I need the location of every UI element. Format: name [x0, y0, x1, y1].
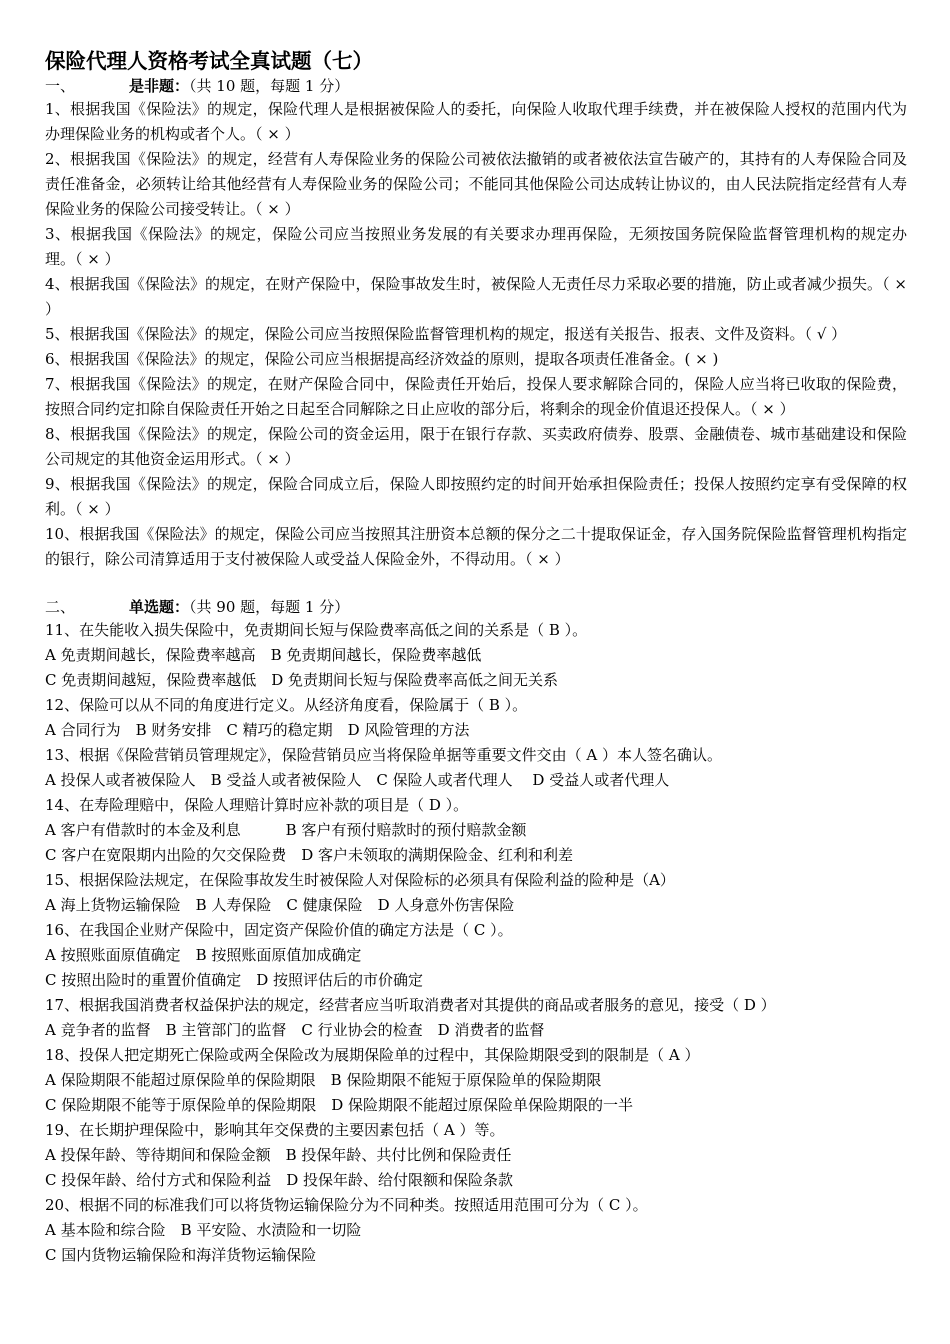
- mc-options: A 客户有借款时的本金及利息 B 客户有预付赔款时的预付赔款金额: [45, 821, 527, 839]
- section-number: 一、: [45, 77, 76, 95]
- mc-question: 12、保险可以从不同的角度进行定义。从经济角度看，保险属于（ B ）。: [45, 696, 528, 714]
- mc-options: A 竞争者的监督 B 主管部门的监督 C 行业协会的检查 D 消费者的监督: [45, 1021, 545, 1039]
- tf-question: 2、根据我国《保险法》的规定，经营有人寿保险业务的保险公司被依法撤销的或者被依法宣告破产的，其持有的人寿保险合同及责任准备金，必须转让给其他经营有人寿保险业务的保险公司；不能同其他保险公司达成转让协议的，由人民法院指定经营有人寿保险业务的保险公司接受转让。（ × ）: [45, 150, 907, 218]
- tf-question: 4、根据我国《保险法》的规定，在财产保险中，保险事故发生时，被保险人无责任尽力采取必要的措施，防止或者减少损失。（ × ）: [45, 275, 907, 318]
- single-choice-list: [45, 618, 907, 1268]
- mc-question: 11、在失能收入损失保险中，免责期间长短与保险费率高低之间的关系是（ B ）。: [45, 621, 588, 639]
- mc-options: C 免责期间越短，保险费率越低 D 免责期间长短与保险费率高低之间无关系: [45, 671, 559, 689]
- mc-options: A 合同行为 B 财务安排 C 精巧的稳定期 D 风险管理的方法: [45, 721, 470, 739]
- mc-options: A 基本险和综合险 B 平安险、水渍险和一切险: [45, 1221, 362, 1239]
- mc-options: C 保险期限不能等于原保险单的保险期限 D 保险期限不能超过原保险单保险期限的一半: [45, 1096, 634, 1114]
- mc-options: A 投保年龄、等待期间和保险金额 B 投保年龄、共付比例和保险责任: [45, 1146, 512, 1164]
- section-heading-true-false: [45, 75, 907, 97]
- mc-options: C 投保年龄、给付方式和保险利益 D 投保年龄、给付限额和保险条款: [45, 1171, 514, 1189]
- mc-options: A 免责期间越长，保险费率越高 B 免责期间越长，保险费率越低: [45, 646, 482, 664]
- mc-question: 19、在长期护理保险中，影响其年交保费的主要因素包括（ A ）等。: [45, 1121, 505, 1139]
- section-note: （共 10 题，每题 1 分）: [189, 77, 350, 95]
- tf-question: 7、根据我国《保险法》的规定，在财产保险合同中，保险责任开始后，投保人要求解除合同的，保险人应当将已收取的保险费，按照合同约定扣除自保险责任开始之日起至合同解除之日止应收的部分后，将剩余的现金价值退还投保人。（ × ）: [45, 375, 907, 418]
- section-heading-single-choice: [45, 596, 907, 618]
- tf-question: 1、根据我国《保险法》的规定，保险代理人是根据被保险人的委托，向保险人收取代理手续费，并在被保险人授权的范围内代为办理保险业务的机构或者个人。（ × ）: [45, 100, 907, 143]
- mc-question: 17、根据我国消费者权益保护法的规定，经营者应当听取消费者对其提供的商品或者服务的意见，接受（ D ）: [45, 996, 776, 1014]
- mc-options: A 海上货物运输保险 B 人寿保险 C 健康保险 D 人身意外伤害保险: [45, 896, 515, 914]
- tf-question: 5、根据我国《保险法》的规定，保险公司应当按照保险监督管理机构的规定，报送有关报告、报表、文件及资料。（ √ ）: [45, 325, 847, 343]
- mc-question: 13、根据《保险营销员管理规定》，保险营销员应当将保险单据等重要文件交由（ A ）本人签名确认。: [45, 746, 722, 764]
- section-label: 单选题：: [129, 598, 190, 616]
- tf-question: 3、根据我国《保险法》的规定，保险公司应当按照业务发展的有关要求办理再保险，无须按国务院保险监督管理机构的规定办理。（ × ）: [45, 225, 907, 268]
- section-label: 是非题：: [129, 77, 190, 95]
- document-page: [45, 47, 907, 1268]
- mc-options: A 投保人或者被保险人 B 受益人或者被保险人 C 保险人或者代理人 D 受益人或者代理人: [45, 771, 670, 789]
- section-note: （共 90 题，每题 1 分）: [189, 598, 350, 616]
- mc-options: C 客户在宽限期内出险的欠交保险费 D 客户未领取的满期保险金、红利和利差: [45, 846, 574, 864]
- tf-question: 10、根据我国《保险法》的规定，保险公司应当按照其注册资本总额的保分之二十提取保证金，存入国务院保险监督管理机构指定的银行，除公司清算适用于支付被保险人或受益人保险金外，不得动用。（ × ）: [45, 525, 907, 568]
- tf-question: 6、根据我国《保险法》的规定，保险公司应当根据提高经济效益的原则，提取各项责任准备金。( × ): [45, 350, 719, 368]
- tf-question: 8、根据我国《保险法》的规定，保险公司的资金运用，限于在银行存款、买卖政府债券、股票、金融债卷、城市基础建设和保险公司规定的其他资金运用形式。（ × ）: [45, 425, 907, 468]
- page-title: 保险代理人资格考试全真试题（七）: [45, 49, 373, 73]
- mc-question: 16、在我国企业财产保险中，固定资产保险价值的确定方法是（ C ）。: [45, 921, 513, 939]
- mc-options: C 国内货物运输保险和海洋货物运输保险: [45, 1246, 317, 1264]
- true-false-list: [45, 97, 907, 572]
- mc-question: 15、根据保险法规定，在保险事故发生时被保险人对保险标的必须具有保险利益的险种是（A）: [45, 871, 675, 889]
- mc-question: 20、根据不同的标准我们可以将货物运输保险分为不同种类。按照适用范围可分为（ C ）。: [45, 1196, 648, 1214]
- section-number: 二、: [45, 598, 76, 616]
- mc-question: 18、投保人把定期死亡保险或两全保险改为展期保险单的过程中，其保险期限受到的限制是（ A ）: [45, 1046, 700, 1064]
- tf-question: 9、根据我国《保险法》的规定，保险合同成立后，保险人即按照约定的时间开始承担保险责任；投保人按照约定享有受保障的权利。（ × ）: [45, 475, 907, 518]
- mc-options: A 按照账面原值确定 B 按照账面原值加成确定: [45, 946, 362, 964]
- mc-options: A 保险期限不能超过原保险单的保险期限 B 保险期限不能短于原保险单的保险期限: [45, 1071, 602, 1089]
- mc-options: C 按照出险时的重置价值确定 D 按照评估后的市价确定: [45, 971, 424, 989]
- mc-question: 14、在寿险理赔中，保险人理赔计算时应补款的项目是（ D ）。: [45, 796, 469, 814]
